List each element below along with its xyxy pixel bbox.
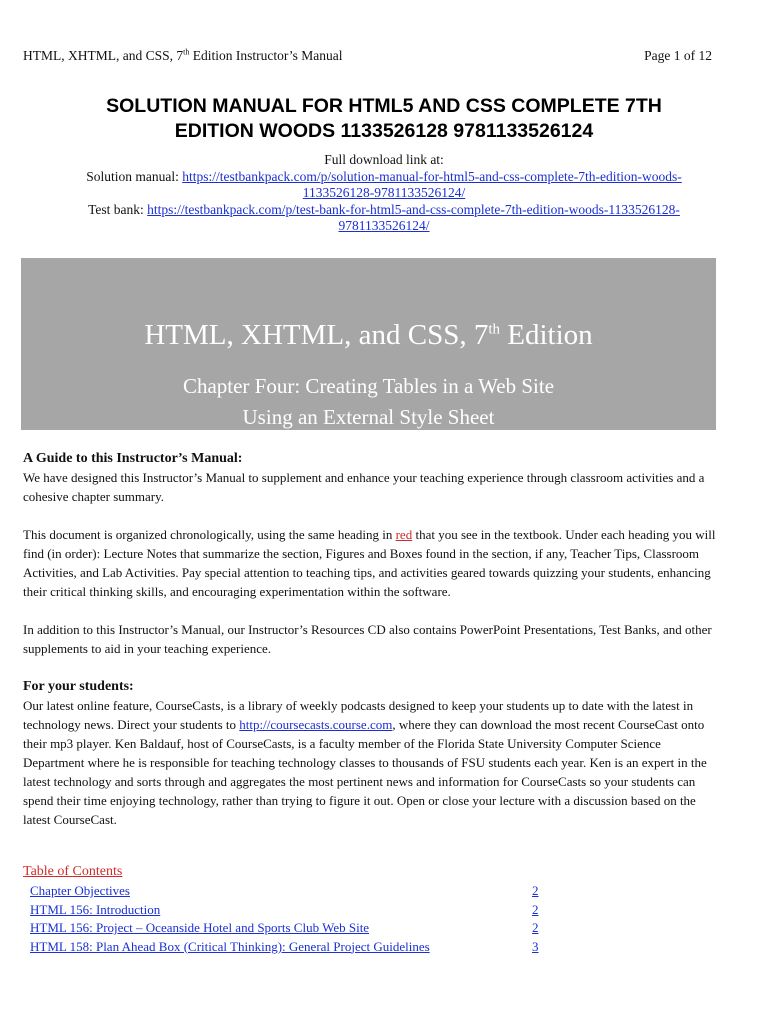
document-title xyxy=(20,94,748,144)
download-intro: Full download link at: xyxy=(324,152,444,167)
running-header-title: HTML, XHTML, and CSS, 7th Edition Instructor’s Manual xyxy=(23,47,343,63)
guide-heading: A Guide to this Instructor’s Manual: xyxy=(23,451,243,466)
solution-manual-label: Solution manual: xyxy=(86,168,183,184)
students-heading: For your students: xyxy=(23,679,134,694)
toc-item-page[interactable]: 3 xyxy=(532,938,539,954)
test-bank-label: Test bank: xyxy=(88,201,148,217)
toc-item[interactable] xyxy=(30,902,550,921)
download-links xyxy=(20,152,748,235)
guide-paragraph-1: We have designed this Instructor’s Manual to supplement and enhance your teaching experience through classroom activities and a cohesive chapter summary. xyxy=(23,470,705,504)
test-bank-link-cont[interactable]: 9781133526124/ xyxy=(338,218,430,233)
toc-item[interactable] xyxy=(30,939,550,958)
coursecasts-link[interactable]: http://coursecasts.course.com xyxy=(239,717,393,732)
toc-heading: Table of Contents xyxy=(23,864,123,879)
solution-manual-link[interactable]: https://testbankpack.com/p/solution-manual-for-html5-and-css-complete-7th-edition-woods- xyxy=(182,168,682,184)
guide-paragraph-2: This document is organized chronologically, using the same heading in red that you see in the textbook. Under each heading you will find (in order): Lecture Notes that summarize the section, Figures and Boxes found in the section, if any, Teacher Tips, Classroom Activities, and Lab Activities. Pay special attention to teaching tips, and activities geared towards quizzing your students, enhancing their critical thinking skills, and encouraging experimentation within the software. xyxy=(23,527,716,599)
banner-title: HTML, XHTML, and CSS, 7th Edition xyxy=(144,319,593,351)
page-number: Page 1 of 12 xyxy=(644,48,712,63)
document-title-line-2: EDITION WOODS 1133526128 9781133526124 xyxy=(174,120,594,142)
toc-item-title[interactable]: Chapter Objectives xyxy=(30,883,130,898)
chapter-banner xyxy=(21,258,716,430)
toc-item-title[interactable]: HTML 158: Plan Ahead Box (Critical Thinking): General Project Guidelines xyxy=(30,938,430,954)
banner-subtitle-line-1: Chapter Four: Creating Tables in a Web Site xyxy=(182,374,555,398)
toc-item-page[interactable]: 2 xyxy=(532,901,539,917)
toc-item-title[interactable]: HTML 156: Project – Oceanside Hotel and Sports Club Web Site xyxy=(30,920,370,935)
red-keyword: red xyxy=(395,527,413,542)
document-title-line-1: SOLUTION MANUAL FOR HTML5 AND CSS COMPLETE 7TH xyxy=(106,95,662,117)
document-body xyxy=(23,449,723,829)
guide-paragraph-3: In addition to this Instructor’s Manual, our Instructor’s Resources CD also contains PowerPoint Presentations, Test Banks, and other supplements to aid in your teaching experience. xyxy=(23,622,712,656)
toc-item-page[interactable]: 2 xyxy=(532,883,539,898)
test-bank-link[interactable]: https://testbankpack.com/p/test-bank-for-html5-and-css-complete-7th-edition-woods-1133526128- xyxy=(147,201,680,217)
students-paragraph: Our latest online feature, CourseCasts, is a library of weekly podcasts designed to keep your students up to date with the latest in technology news. Direct your students to http://coursecasts.course.com, where they can download the most recent CourseCast onto their mp3 player. Ken Baldauf, host of CourseCasts, is a faculty member of the Florida State University Computer Science Department where he is responsible for teaching technology classes to thousands of FSU students each year. Ken is an expert in the latest technology and sorts through and aggregates the most pertinent news and information for CourseCasts so your students can spend their time enjoying technology, rather than trying to figure it out. Open or close your lecture with a discussion based on the latest CourseCast. xyxy=(23,698,707,827)
solution-manual-line xyxy=(20,169,748,186)
toc-item[interactable] xyxy=(30,920,550,939)
banner-subtitle-line-2: Using an External Style Sheet xyxy=(242,405,495,429)
test-bank-line xyxy=(20,202,748,219)
toc-item-page[interactable]: 2 xyxy=(532,920,539,935)
toc-item[interactable] xyxy=(30,883,550,902)
banner-subtitle xyxy=(21,371,716,433)
solution-manual-link-cont[interactable]: 1133526128-9781133526124/ xyxy=(302,185,466,200)
table-of-contents xyxy=(30,883,550,957)
toc-item-title[interactable]: HTML 156: Introduction xyxy=(30,901,161,917)
